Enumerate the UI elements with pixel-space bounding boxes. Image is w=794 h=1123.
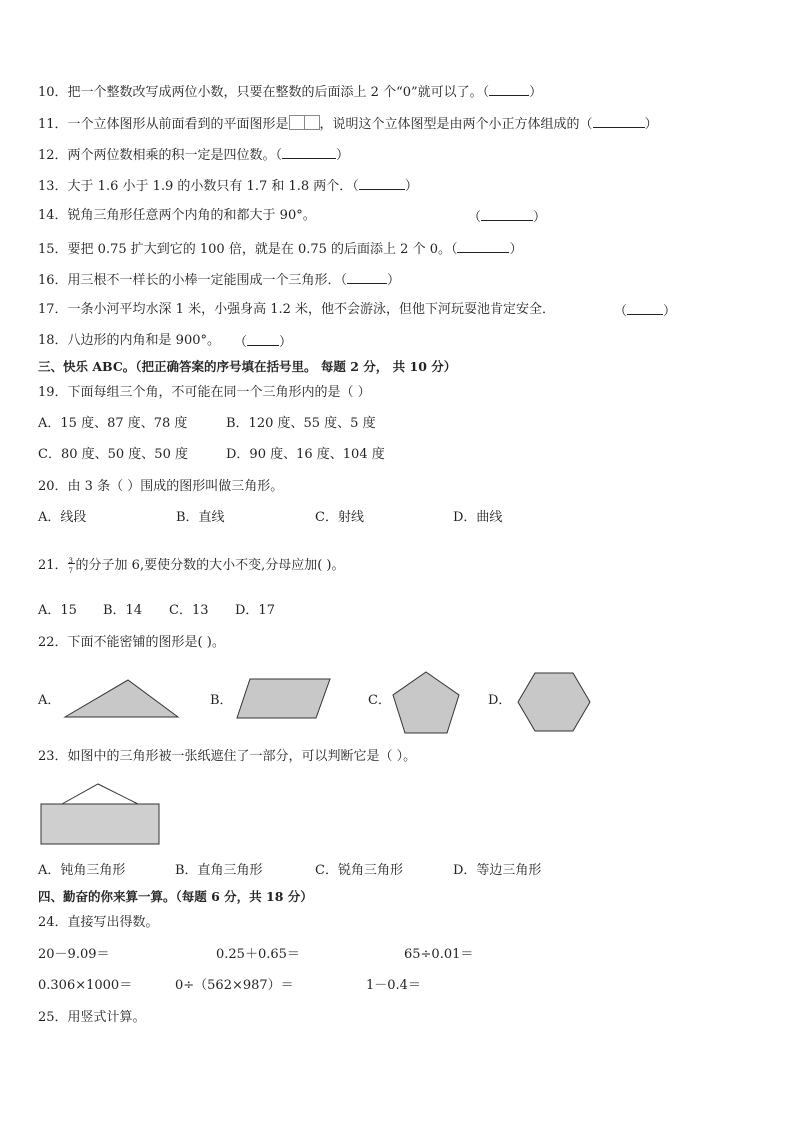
question-11-text: 11．一个立体图形从前面看到的平面图形是 (38, 117, 289, 132)
option-b[interactable]: B．直角三角形 (175, 863, 263, 878)
option-d[interactable]: D．17 (235, 603, 275, 618)
question-15: 15．要把 0.75 扩大到它的 100 倍，就是在 0.75 的后面添上 2 个 0。（ ） (38, 242, 523, 257)
question-14 (38, 208, 316, 224)
calc-item: 0÷（562×987）＝ (175, 978, 294, 993)
question-13: 13．大于 1.6 小于 1.9 的小数只有 1.7 和 1.8 两个．（ ） (38, 179, 418, 194)
question-17 (38, 302, 555, 318)
answer-blank[interactable] (247, 333, 279, 346)
question-19: 19．下面每组三个角，不可能在同一个三角形内的是（ ） (38, 385, 371, 400)
question-18-text: 18．八边形的内角和是 900°。 (38, 333, 220, 348)
option-c[interactable]: C．射线 (315, 510, 364, 525)
question-18 (38, 333, 220, 349)
answer-blank[interactable] (593, 115, 645, 128)
option-d[interactable]: D． (488, 693, 512, 708)
answer-blank[interactable] (489, 83, 529, 96)
section-4-heading: 四、勤奋的你来算一算。（每题 6 分，共 18 分） (38, 889, 313, 904)
option-a[interactable]: A．15 (38, 603, 77, 618)
question-12: 12．两个两位数相乘的积一定是四位数。（ ） (38, 148, 350, 163)
option-d[interactable]: D．90 度、16 度、104 度 (226, 447, 385, 462)
option-d[interactable]: D．等边三角形 (453, 863, 542, 878)
question-13-text: 13．大于 1.6 小于 1.9 的小数只有 1.7 和 1.8 两个．（ (38, 179, 359, 194)
option-b[interactable]: B．直线 (176, 510, 225, 525)
question-23: 23．如图中的三角形被一张纸遮住了一部分，可以判断它是（ ）。 (38, 749, 417, 764)
option-a[interactable]: A．15 度、87 度、78 度 (38, 416, 188, 431)
covered-triangle-figure (40, 783, 162, 847)
answer-blank[interactable] (627, 302, 663, 315)
question-22: 22．下面不能密铺的图形是( )。 (38, 635, 225, 650)
option-d[interactable]: D．曲线 (453, 510, 503, 525)
question-15-text: 15．要把 0.75 扩大到它的 100 倍，就是在 0.75 的后面添上 2 个 0。（ (38, 242, 458, 257)
question-17-answer: （ ） (614, 304, 677, 319)
question-16: 16．用三根不一样长的小棒一定能围成一个三角形．（ ） (38, 273, 401, 288)
question-21: 21． 3 7 的分子加 6,要使分数的大小不变,分母应加( )。 (38, 557, 345, 575)
question-18-answer: （ ） (234, 335, 293, 350)
pentagon-shape[interactable] (391, 671, 461, 735)
option-c[interactable]: C．13 (169, 603, 209, 618)
fraction: 3 7 (68, 557, 74, 575)
option-b[interactable]: B． (210, 693, 233, 708)
triangle-shape[interactable] (64, 679, 180, 719)
question-10-text: 10．把一个整数改写成两位小数，只要在整数的后面添上 2 个“0”就可以了。（ (38, 85, 490, 100)
hexagon-shape[interactable] (516, 672, 592, 732)
option-b[interactable]: B．120 度、55 度、5 度 (226, 416, 376, 431)
option-c[interactable]: C． (368, 693, 391, 708)
question-25: 25．用竖式计算。 (38, 1010, 146, 1025)
calc-item: 0.306×1000＝ (38, 978, 133, 993)
answer-blank[interactable] (481, 208, 533, 221)
answer-blank[interactable] (347, 271, 387, 284)
question-16-text: 16．用三根不一样长的小棒一定能围成一个三角形．（ (38, 273, 348, 288)
question-20: 20．由 3 条（ ）围成的图形叫做三角形。 (38, 479, 284, 494)
option-b[interactable]: B．14 (103, 603, 143, 618)
calc-item: 20－9.09＝ (38, 947, 110, 962)
option-a[interactable]: A． (38, 693, 61, 708)
calc-item: 0.25＋0.65＝ (216, 947, 300, 962)
question-14-text: 14．锐角三角形任意两个内角的和都大于 90°。 (38, 208, 316, 223)
option-c[interactable]: C．80 度、50 度、50 度 (38, 447, 188, 462)
option-c[interactable]: C．锐角三角形 (315, 863, 403, 878)
section-3-heading: 三、快乐 ABC。（把正确答案的序号填在括号里。 每题 2 分， 共 10 分） (38, 359, 457, 374)
answer-blank[interactable] (282, 146, 336, 159)
parallelogram-shape[interactable] (236, 678, 332, 720)
question-10: 10．把一个整数改写成两位小数，只要在整数的后面添上 2 个“0”就可以了。（ ） (38, 85, 543, 100)
question-12-text: 12．两个两位数相乘的积一定是四位数。（ (38, 148, 283, 163)
question-24: 24．直接写出得数。 (38, 915, 159, 930)
question-17-text: 17．一条小河平均水深 1 米，小强身高 1.2 米，他不会游泳，但他下河玩耍池肯定安全． (38, 302, 556, 317)
calc-item: 1－0.4＝ (366, 978, 421, 993)
answer-blank[interactable] (457, 240, 509, 253)
question-11: 11．一个立体图形从前面看到的平面图形是 ，说明这个立体图型是由两个小正方体组成的（ ） (38, 117, 658, 132)
question-14-answer: （ ） (468, 210, 547, 225)
answer-blank[interactable] (359, 177, 405, 190)
option-a[interactable]: A．钝角三角形 (38, 863, 126, 878)
calc-item: 65÷0.01＝ (404, 947, 474, 962)
two-cube-front-view (289, 115, 320, 133)
option-a[interactable]: A．线段 (38, 510, 87, 525)
